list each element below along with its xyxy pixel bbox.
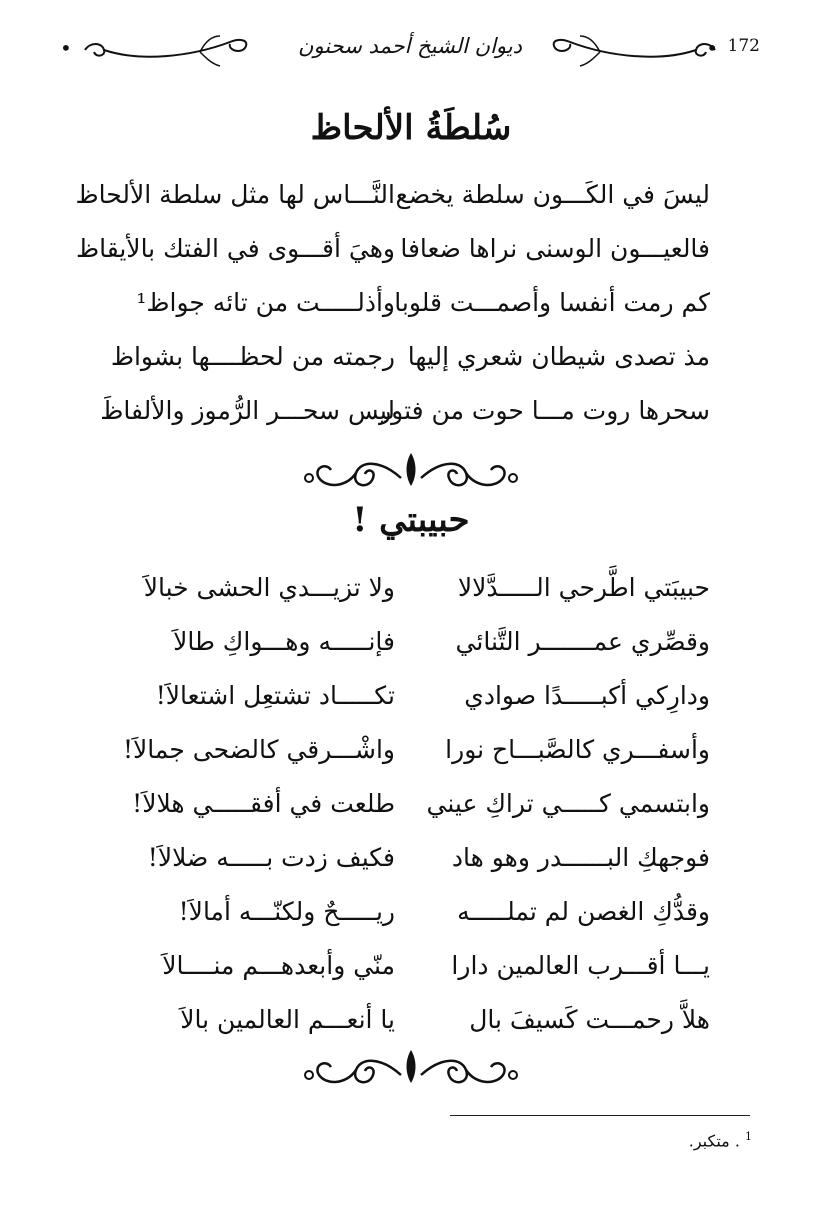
verse-second-hemistich: فإنـــــه وهـــواكِ طالاَ bbox=[173, 627, 395, 656]
verse-first-hemistich: مذ تصدى شيطان شعري إليها bbox=[407, 342, 710, 371]
verse-second-hemistich: النَّـــاس لها مثل سلطة الألحاظ bbox=[75, 180, 395, 209]
verse-second-hemistich: وهيَ أقـــوى في الفتك بالأيقاظ bbox=[75, 234, 395, 263]
verse-first-hemistich: فالعيـــون الوسنى نراها ضعافا bbox=[400, 234, 710, 263]
verse-first-hemistich: ودارِكي أكبـــــدًا صوادي bbox=[464, 681, 710, 710]
verse bbox=[95, 391, 735, 445]
page-number: 172 bbox=[727, 36, 760, 56]
footnote-marker: 1 bbox=[745, 1130, 752, 1143]
footnote-text: . متكبر. bbox=[688, 1131, 740, 1151]
footnote-separator bbox=[450, 1115, 750, 1116]
verse-second-hemistich: واشْـــرقي كالضحى جمالاَ! bbox=[122, 735, 395, 764]
verse bbox=[95, 568, 735, 622]
verse-second-hemistich: ريـــــحٌ ولكنّـــه أمالاَ! bbox=[178, 897, 395, 926]
verse-first-hemistich: وابتسمي كـــــي تراكِ عيني bbox=[426, 789, 710, 818]
poem-2-verses bbox=[95, 568, 735, 1054]
verse bbox=[95, 838, 735, 892]
verse bbox=[75, 229, 735, 283]
verse bbox=[95, 622, 735, 676]
verse bbox=[95, 337, 735, 391]
verse-first-hemistich: ليسَ في الكَـــون سلطة يخضع bbox=[395, 180, 710, 209]
verse-first-hemistich: وأسفـــري كالصَّبـــاح نورا bbox=[445, 735, 710, 764]
verse-first-hemistich: حبيبَتي اطَّرحي الـــــدَّلالا bbox=[457, 573, 710, 602]
footnote bbox=[689, 1130, 752, 1150]
header-dot-right: • bbox=[706, 36, 718, 60]
verse-second-hemistich: منّي وأبعدهـــم منــــالاَ bbox=[162, 951, 395, 980]
verse bbox=[95, 676, 735, 730]
verse-second-hemistich: طلعت في أفقـــــي هلالاَ! bbox=[132, 789, 395, 818]
verse-second-hemistich: وأذلـــــت من تائه جواظ¹ bbox=[136, 288, 395, 317]
page-header bbox=[60, 22, 760, 78]
verse-second-hemistich: فكيف زدت بـــــه ضلالاَ! bbox=[147, 843, 395, 872]
verse bbox=[95, 892, 735, 946]
verse bbox=[75, 175, 735, 229]
verse-first-hemistich: هلاَّ رحمـــت كَسيفَ بال bbox=[469, 1005, 710, 1034]
verse-second-hemistich: يا أنعـــم العالمين بالاَ bbox=[180, 1005, 395, 1034]
header-dot-left: • bbox=[60, 36, 72, 60]
book-title: ديوان الشيخ أحمد سحنون bbox=[298, 34, 522, 58]
poem-title-1: سُلطَةُ الألحاظ bbox=[310, 108, 512, 148]
verse-first-hemistich: يـــا أقـــرب العالمين دارا bbox=[451, 951, 710, 980]
section-ornament-2 bbox=[0, 1045, 822, 1095]
verse-second-hemistich: ولا تزيـــدي الحشى خبالاَ bbox=[143, 573, 395, 602]
verse-second-hemistich: رجمته من لحظــــها بشواظ bbox=[110, 342, 395, 371]
verse bbox=[95, 283, 735, 337]
verse-second-hemistich: تكـــــاد تشتعِل اشتعالاَ! bbox=[155, 681, 395, 710]
header-flourish-right bbox=[545, 22, 720, 72]
verse-second-hemistich: ليس سحـــر الرُّموز والألفاظَ bbox=[100, 396, 395, 425]
verse-first-hemistich: سحرها روت مـــا حوت من فتور bbox=[379, 396, 710, 425]
verse bbox=[95, 730, 735, 784]
section-ornament-1 bbox=[0, 448, 822, 498]
poem-1-verses bbox=[75, 175, 735, 445]
ornament-flourish-icon bbox=[301, 448, 521, 498]
verse-first-hemistich: وقصِّري عمـــــــر التَّنائي bbox=[455, 627, 710, 656]
verse-first-hemistich: فوجهكِ البــــــدر وهو هاد bbox=[451, 843, 710, 872]
ornament-flourish-icon bbox=[301, 1045, 521, 1095]
poem-title-2: حبيبتي ! bbox=[352, 500, 470, 540]
verse bbox=[95, 946, 735, 1000]
verse bbox=[95, 784, 735, 838]
verse-first-hemistich: كم رمت أنفسا وأصمـــت قلوبا bbox=[394, 288, 710, 317]
verse-first-hemistich: وقدُّكِ الغصن لم تملـــــه bbox=[457, 897, 710, 926]
